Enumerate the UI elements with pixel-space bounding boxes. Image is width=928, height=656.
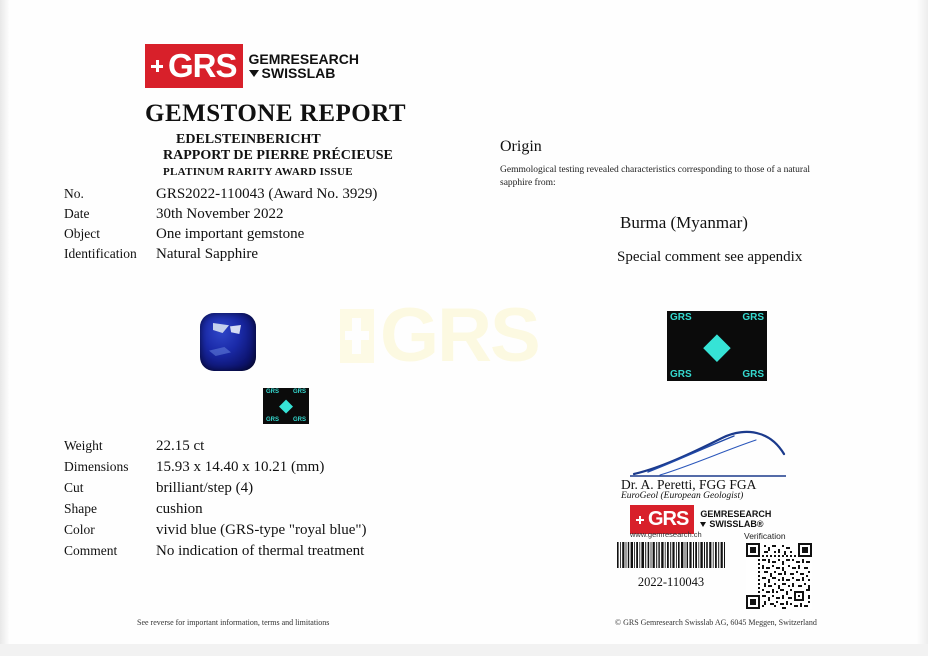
field-value: GRS2022-110043 (Award No. 3929) <box>156 186 378 202</box>
gemstone-photo <box>200 313 256 371</box>
field-row <box>64 226 484 243</box>
field-label: Cut <box>64 480 84 495</box>
origin-special-comment: Special comment see appendix <box>617 249 803 265</box>
diamond-icon <box>700 522 706 527</box>
grs-subtitle-line1: GEMRESEARCH <box>248 50 359 67</box>
footer-note-left: See reverse for important information, terms and limitations <box>137 618 330 627</box>
field-label: No. <box>64 186 84 201</box>
field-label: Weight <box>64 438 103 453</box>
page-title: GEMSTONE REPORT <box>145 100 407 127</box>
hologram-corner-label: GRS <box>266 417 280 423</box>
report-fields <box>64 186 484 266</box>
hologram-diamond-icon: ◆ <box>703 327 731 365</box>
hologram-corner-label: GRS <box>670 369 692 380</box>
footer-note-right: © GRS Gemresearch Swisslab AG, 6045 Meggen, Switzerland <box>615 618 817 627</box>
field-row <box>64 186 484 203</box>
field-row <box>64 522 484 539</box>
page-right-edge <box>916 0 928 656</box>
field-value: No indication of thermal treatment <box>156 543 365 559</box>
field-label: Color <box>64 522 95 537</box>
grs-wordmark: GRS <box>168 47 237 84</box>
hologram-corner-label: GRS <box>266 389 280 395</box>
watermark-text: GRS <box>380 293 539 378</box>
field-value: 15.93 x 14.40 x 10.21 (mm) <box>156 459 325 475</box>
field-value: brilliant/step (4) <box>156 480 254 496</box>
hologram-corner-label: GRS <box>742 369 764 380</box>
field-value: cushion <box>156 501 203 517</box>
grs-watermark <box>340 292 539 379</box>
field-label: Object <box>64 226 100 241</box>
origin-country: Burma (Myanmar) <box>620 213 748 232</box>
field-label: Comment <box>64 543 118 558</box>
field-row <box>64 480 484 497</box>
grs-subtitle-line2-row <box>700 520 771 529</box>
page-left-edge <box>0 0 10 656</box>
gemstone-body <box>200 313 256 371</box>
grs-subtitle <box>249 52 359 81</box>
handwritten-signature <box>630 428 790 480</box>
field-value: vivid blue (GRS-type "royal blue") <box>156 522 367 538</box>
origin-heading: Origin <box>500 138 542 155</box>
verification-qr-code[interactable] <box>746 543 812 609</box>
grs-logo-mark <box>145 44 243 88</box>
brand-website: www.gemresearch.ch <box>630 530 702 539</box>
grs-subtitle <box>700 510 771 528</box>
field-value: 30th November 2022 <box>156 206 284 222</box>
field-label: Shape <box>64 501 97 516</box>
hologram-seal-small <box>263 388 309 424</box>
hologram-corner-label: GRS <box>670 312 692 323</box>
field-row <box>64 543 484 560</box>
swiss-cross-icon <box>634 514 645 525</box>
grs-subtitle-line2-row <box>249 66 359 80</box>
grs-logo-header <box>145 44 359 88</box>
hologram-seal-large <box>667 311 767 381</box>
field-label: Dimensions <box>64 459 129 474</box>
field-row <box>64 459 484 476</box>
grs-subtitle-line2: SWISSLAB® <box>709 518 764 529</box>
origin-description: Gemmological testing revealed characteristics corresponding to those of a natural sapphire from: <box>500 165 810 188</box>
swiss-cross-icon <box>149 58 165 74</box>
grs-subtitle-line1: GEMRESEARCH <box>700 509 772 520</box>
diamond-icon <box>249 70 259 77</box>
grs-wordmark: GRS <box>648 508 689 530</box>
watermark-cross-icon <box>340 309 374 363</box>
signatory-title: EuroGeol (European Geologist) <box>621 491 744 501</box>
barcode-image <box>617 542 725 568</box>
page-title-french: RAPPORT DE PIERRE PRÉCIEUSE <box>163 148 393 163</box>
field-value: Natural Sapphire <box>156 246 259 262</box>
field-row <box>64 501 484 518</box>
barcode-number: 2022-110043 <box>637 575 705 589</box>
field-row <box>64 246 484 263</box>
field-row <box>64 438 484 455</box>
field-label: Identification <box>64 246 137 261</box>
barcode-block <box>617 542 725 590</box>
field-row <box>64 206 484 223</box>
hologram-corner-label: GRS <box>292 389 306 395</box>
hologram-diamond-icon: ◆ <box>279 396 293 415</box>
field-label: Date <box>64 206 90 221</box>
gem-fields <box>64 438 484 564</box>
hologram-corner-label: GRS <box>292 417 306 423</box>
page-title-issue: PLATINUM RARITY AWARD ISSUE <box>163 166 353 178</box>
verification-label: Verification <box>744 531 786 541</box>
field-value: One important gemstone <box>156 226 305 242</box>
page-bottom-band <box>0 644 928 656</box>
hologram-corner-label: GRS <box>742 312 764 323</box>
field-value: 22.15 ct <box>156 438 205 454</box>
grs-subtitle-line2: SWISSLAB <box>261 65 336 81</box>
page-title-german: EDELSTEINBERICHT <box>176 132 321 147</box>
signatory-name: Dr. A. Peretti, FGG FGA <box>621 477 757 492</box>
